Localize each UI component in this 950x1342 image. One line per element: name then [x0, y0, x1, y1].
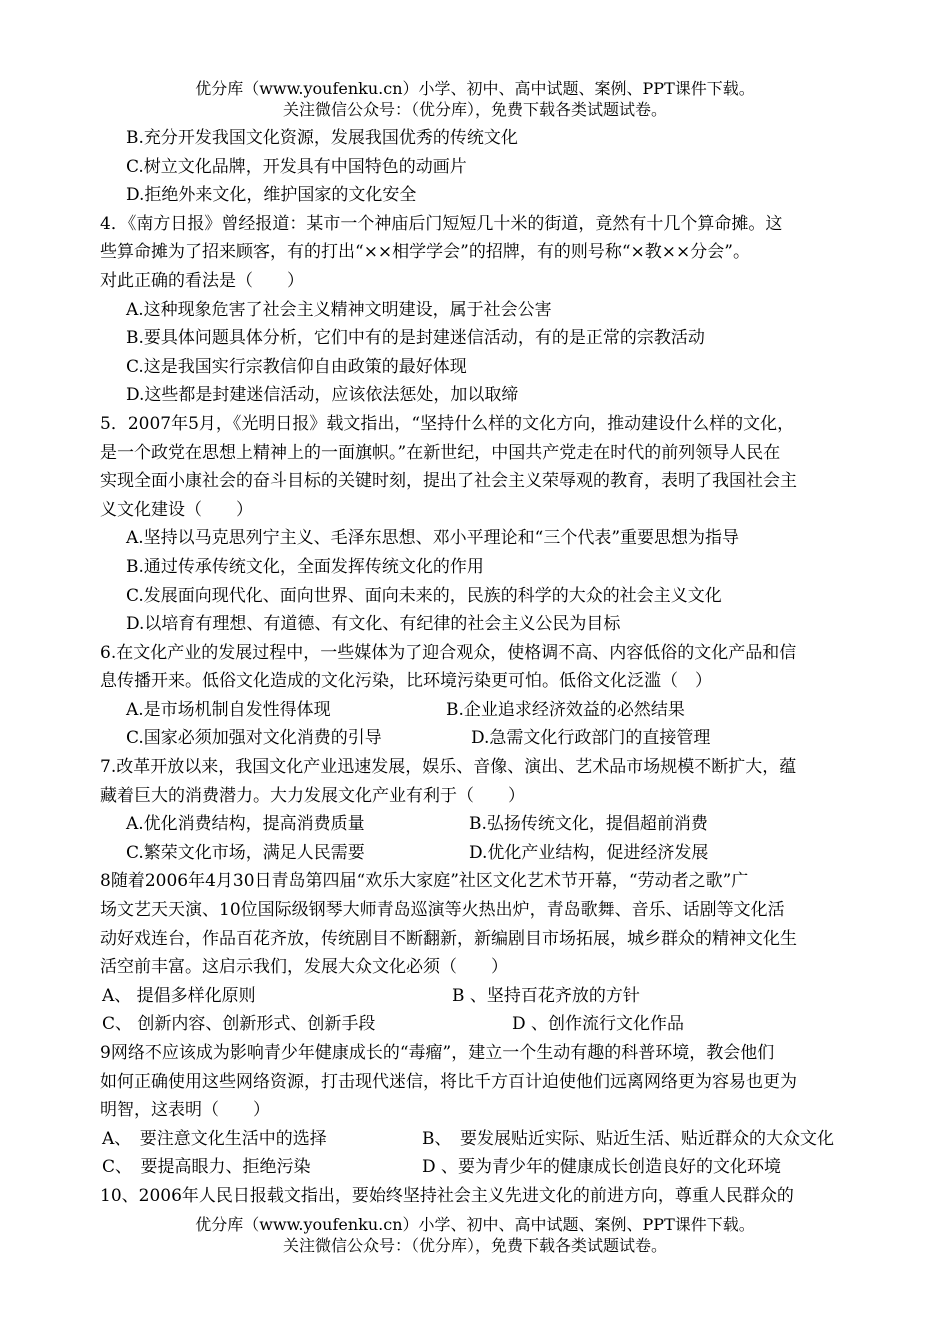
q6-stem-line: 6.在文化产业的发展过程中，一些媒体为了迎合观众，使格调不高、内容低俗的文化产品和信 — [100, 642, 797, 663]
q7-options-row-1 — [100, 810, 885, 839]
q5-option-d: D.以培育有理想、有道德、有文化、有纪律的社会主义公民为目标 — [126, 614, 621, 635]
q9-option-b: B、 要发展贴近实际、贴近生活、贴近群众的大众文化 — [422, 1128, 834, 1149]
q8-options-row-2 — [100, 1010, 885, 1039]
q4-option-b: B.要具体问题具体分析，它们中有的是封建迷信活动，有的是正常的宗教活动 — [126, 328, 705, 349]
q7-stem-line: 藏着巨大的消费潜力。大力发展文化产业有利于（ ） — [100, 785, 525, 806]
header-line-1: 优分库（www.youfenku.cn）小学、初中、高中试题、案例、PPT课件下载。 — [195, 79, 755, 98]
q9-option-d: D 、要为青少年的健康成长创造良好的文化环境 — [422, 1157, 782, 1178]
q8-stem-line: 活空前丰富。这启示我们，发展大众文化必须（ ） — [100, 957, 508, 978]
q6-option-b: B.企业追求经济效益的必然结果 — [446, 699, 685, 720]
q7-option-d: D.优化产业结构，促进经济发展 — [469, 842, 709, 863]
footer-line-2: 关注微信公众号：（优分库），免费下载各类试题试卷。 — [282, 1236, 667, 1255]
q8-option-a: A、 提倡多样化原则 — [102, 985, 256, 1006]
q3-option-c: C.树立文化品牌，开发具有中国特色的动画片 — [126, 156, 467, 177]
q8-stem-line: 动好戏连台，作品百花齐放，传统剧目不断翻新，新编剧目市场拓展，城乡群众的精神文化生 — [100, 928, 797, 949]
page-footer — [0, 1214, 950, 1256]
q5-stem-line: 实现全面小康社会的奋斗目标的关键时刻，提出了社会主义荣辱观的教育，表明了我国社会主 — [100, 471, 797, 492]
q4-stem-line: 些算命摊为了招来顾客，有的打出“××相学学会”的招牌，有的则号称“×教××分会”。 — [100, 242, 750, 263]
q9-options-row-2 — [100, 1153, 885, 1182]
q9-option-a: A、 要注意文化生活中的选择 — [102, 1128, 327, 1149]
q7-option-b: B.弘扬传统文化，提倡超前消费 — [469, 814, 708, 835]
exam-content — [100, 124, 885, 1211]
q6-option-c: C.国家必须加强对文化消费的引导 — [126, 728, 382, 749]
q6-options-row-2 — [100, 724, 885, 753]
q6-options-row-1 — [100, 696, 885, 725]
page-header — [0, 78, 950, 120]
q3-option-b: B.充分开发我国文化资源，发展我国优秀的传统文化 — [126, 128, 518, 148]
q8-option-b: B 、坚持百花齐放的方针 — [452, 985, 640, 1006]
q8-options-row-1 — [100, 982, 885, 1011]
q5-stem-line: 是一个政党在思想上精神上的一面旗帜。”在新世纪，中国共产党走在时代的前列领导人民在 — [100, 442, 781, 463]
q8-option-d: D 、创作流行文化作品 — [512, 1014, 685, 1035]
q5-stem-line: 5．2007年5月，《光明日报》载文指出，“坚持什么样的文化方向，推动建设什么样的文化， — [100, 413, 795, 434]
q9-options-row-1 — [100, 1125, 885, 1154]
q7-options-row-2 — [100, 839, 885, 868]
q6-option-d: D.急需文化行政部门的直接管理 — [471, 728, 711, 749]
q4-option-d: D.这些都是封建迷信活动，应该依法惩处，加以取缔 — [126, 385, 519, 406]
q4-option-c: C.这是我国实行宗教信仰自由政策的最好体现 — [126, 356, 467, 377]
q5-option-a: A.坚持以马克思列宁主义、毛泽东思想、邓小平理论和“三个代表”重要思想为指导 — [126, 528, 740, 549]
q3-option-d: D.拒绝外来文化，维护国家的文化安全 — [126, 185, 417, 206]
q7-option-c: C.繁荣文化市场，满足人民需要 — [126, 842, 365, 863]
q9-stem-line: 明智，这表明（ ） — [100, 1100, 270, 1121]
q4-stem-line: 4．《南方日报》曾经报道：某市一个神庙后门短短几十米的街道，竟然有十几个算命摊。这 — [100, 213, 783, 234]
q8-stem-line: 8随着2006年4月30日青岛第四届“欢乐大家庭”社区文化艺术节开幕，“劳动者之歌”广 — [100, 871, 749, 892]
q5-option-b: B.通过传承传统文化，全面发挥传统文化的作用 — [126, 556, 484, 577]
header-line-2: 关注微信公众号：（优分库），免费下载各类试题试卷。 — [282, 100, 667, 119]
q9-option-c: C、 要提高眼力、拒绝污染 — [102, 1157, 311, 1178]
q9-stem-line: 如何正确使用这些网络资源，打击现代迷信，将比千方百计迫使他们远离网络更为容易也更为 — [100, 1071, 797, 1092]
q5-option-c: C.发展面向现代化、面向世界、面向未来的，民族的科学的大众的社会主义文化 — [126, 585, 722, 606]
q9-stem-line: 9网络不应该成为影响青少年健康成长的“毒瘤”，建立一个生动有趣的科普环境，教会他们 — [100, 1043, 775, 1063]
q7-stem-line: 7.改革开放以来，我国文化产业迅速发展，娱乐、音像、演出、艺术品市场规模不断扩大，蕴 — [100, 757, 797, 778]
q4-option-a: A.这种现象危害了社会主义精神文明建设，属于社会公害 — [126, 299, 552, 320]
q4-stem-line: 对此正确的看法是（ ） — [100, 270, 304, 291]
q7-option-a: A.优化消费结构，提高消费质量 — [126, 814, 365, 835]
q8-stem-line: 场文艺天天演、10位国际级钢琴大师青岛巡演等火热出炉，青岛歌舞、音乐、话剧等文化活 — [100, 900, 785, 921]
q10-stem-line: 10、2006年人民日报载文指出，要始终坚持社会主义先进文化的前进方向，尊重人民群众的 — [100, 1185, 794, 1206]
q6-option-a: A.是市场机制自发性得体现 — [126, 699, 331, 720]
q6-stem-line: 息传播开来。低俗文化造成的文化污染，比环境污染更可怕。低俗文化泛滥（ ） — [100, 671, 712, 692]
q8-option-c: C、 创新内容、创新形式、创新手段 — [102, 1014, 376, 1035]
q5-stem-line: 义文化建设（ ） — [100, 499, 253, 520]
footer-line-1: 优分库（www.youfenku.cn）小学、初中、高中试题、案例、PPT课件下载。 — [195, 1215, 755, 1234]
